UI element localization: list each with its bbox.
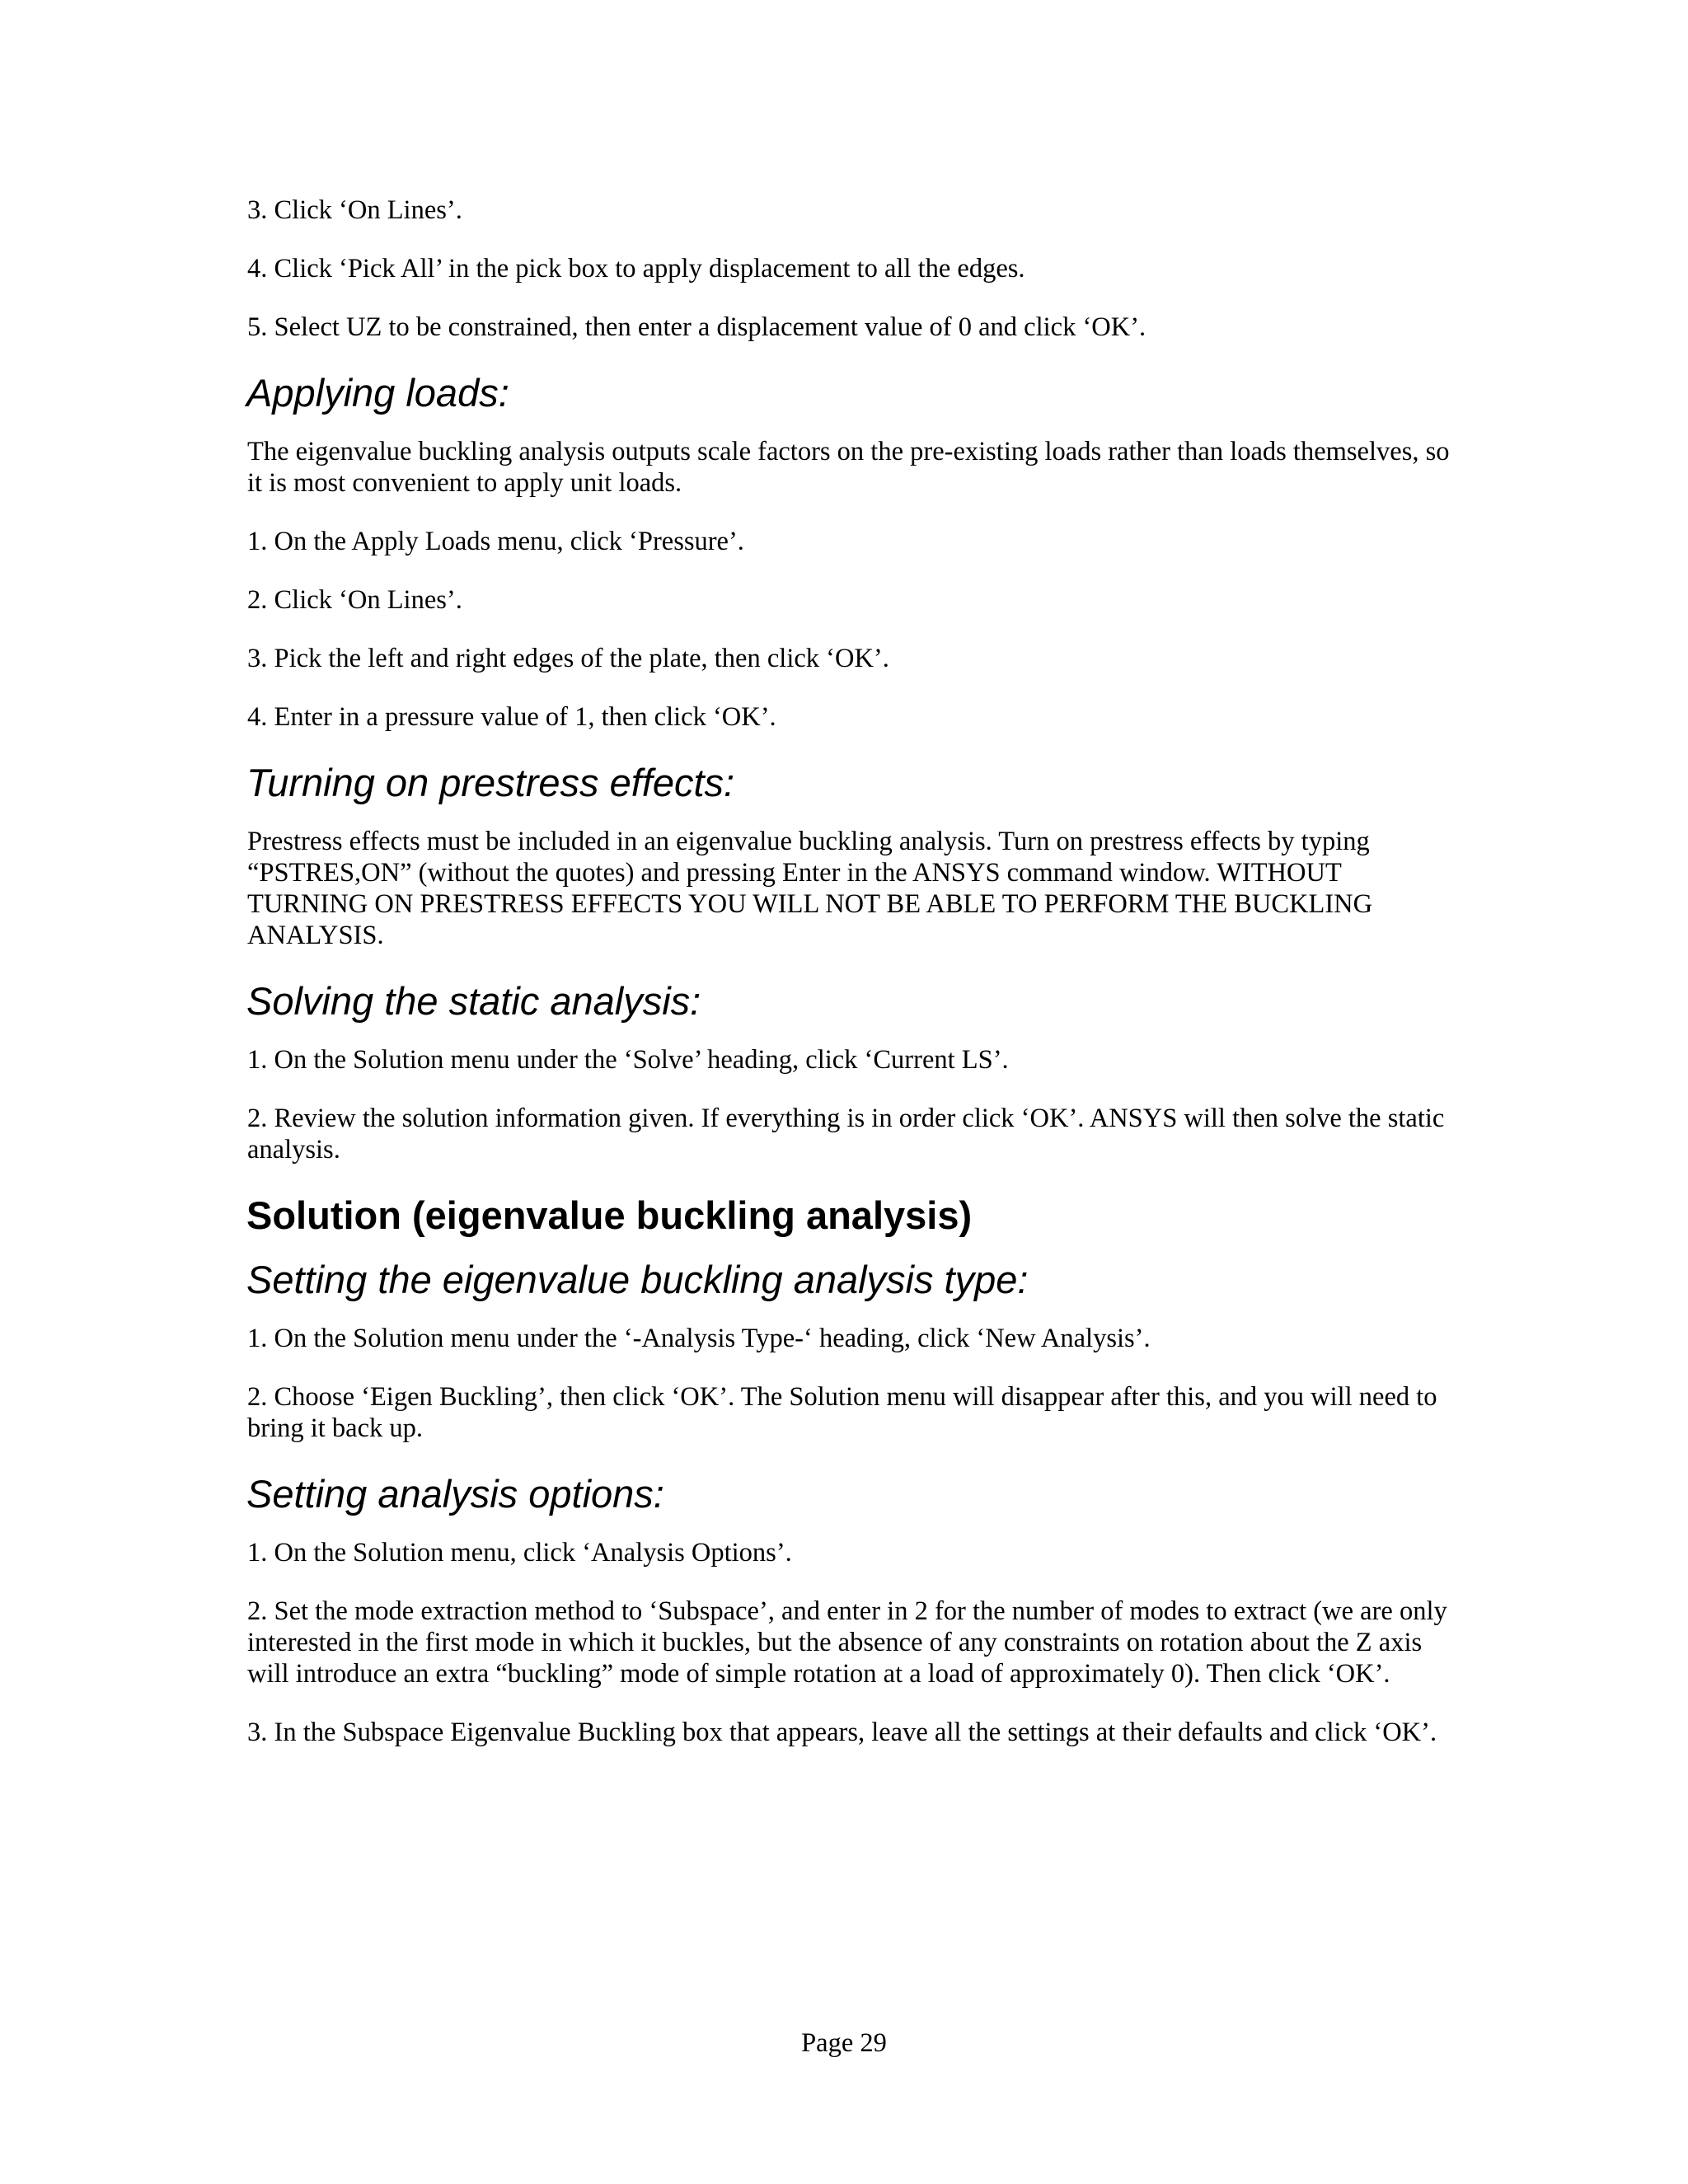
section-heading-static-solve: Solving the static analysis:: [246, 979, 701, 1023]
step-paragraph: 4. Enter in a pressure value of 1, then click ‘OK’.: [247, 702, 776, 732]
step-paragraph: 1. On the Solution menu under the ‘-Analysis Type-‘ heading, click ‘New Analysis’.: [247, 1324, 1151, 1353]
body-paragraph: Prestress effects must be included in an eigenvalue buckling analysis. Turn on prestress effects by typing “PSTRES,ON” (without the quotes) and pressing Enter in the ANSYS command window. WITHOUT TURNING ON PRESTRESS EFFECTS YOU WILL NOT BE ABLE TO PERFORM THE BUCKLING ANALYSIS.: [247, 827, 1373, 950]
page-number: Page 29: [801, 2028, 887, 2058]
step-paragraph: 3. Click ‘On Lines’.: [247, 195, 462, 225]
step-paragraph: 5. Select UZ to be constrained, then enter a displacement value of 0 and click ‘OK’.: [247, 312, 1146, 342]
step-paragraph: 2. Click ‘On Lines’.: [247, 585, 462, 615]
section-heading-prestress: Turning on prestress effects:: [246, 761, 735, 804]
section-heading-analysis-options: Setting analysis options:: [246, 1472, 664, 1516]
step-paragraph: 2. Review the solution information given. If everything is in order click ‘OK’. ANSYS will then solve the static analysis.: [247, 1104, 1445, 1165]
step-paragraph: 3. In the Subspace Eigenvalue Buckling box that appears, leave all the settings at their defaults and click ‘OK’.: [247, 1718, 1437, 1747]
step-paragraph: 1. On the Solution menu, click ‘Analysis Options’.: [247, 1538, 792, 1568]
page-content: [247, 194, 1459, 1775]
step-paragraph: 2. Set the mode extraction method to ‘Subspace’, and enter in 2 for the number of modes to extract (we are only interested in the first mode in which it buckles, but the absence of any constraints on rotation about the Z axis will introduce an extra “buckling” mode of simple rotation at a load of approximately 0). Then click ‘OK’.: [247, 1596, 1447, 1689]
chapter-heading-eigenvalue-solution: Solution (eigenvalue buckling analysis): [246, 1193, 973, 1237]
body-paragraph: The eigenvalue buckling analysis outputs scale factors on the pre-existing loads rather than loads themselves, so it is most convenient to apply unit loads.: [247, 437, 1450, 498]
step-paragraph: 1. On the Apply Loads menu, click ‘Pressure’.: [247, 527, 744, 556]
section-heading-applying-loads: Applying loads:: [246, 371, 509, 415]
step-paragraph: 1. On the Solution menu under the ‘Solve’ heading, click ‘Current LS’.: [247, 1045, 1009, 1075]
section-heading-analysis-type: Setting the eigenvalue buckling analysis type:: [246, 1258, 1029, 1301]
step-paragraph: 2. Choose ‘Eigen Buckling’, then click ‘OK’. The Solution menu will disappear after this, and you will need to bring it back up.: [247, 1382, 1437, 1443]
step-paragraph: 4. Click ‘Pick All’ in the pick box to apply displacement to all the edges.: [247, 254, 1025, 284]
step-paragraph: 3. Pick the left and right edges of the plate, then click ‘OK’.: [247, 644, 889, 673]
